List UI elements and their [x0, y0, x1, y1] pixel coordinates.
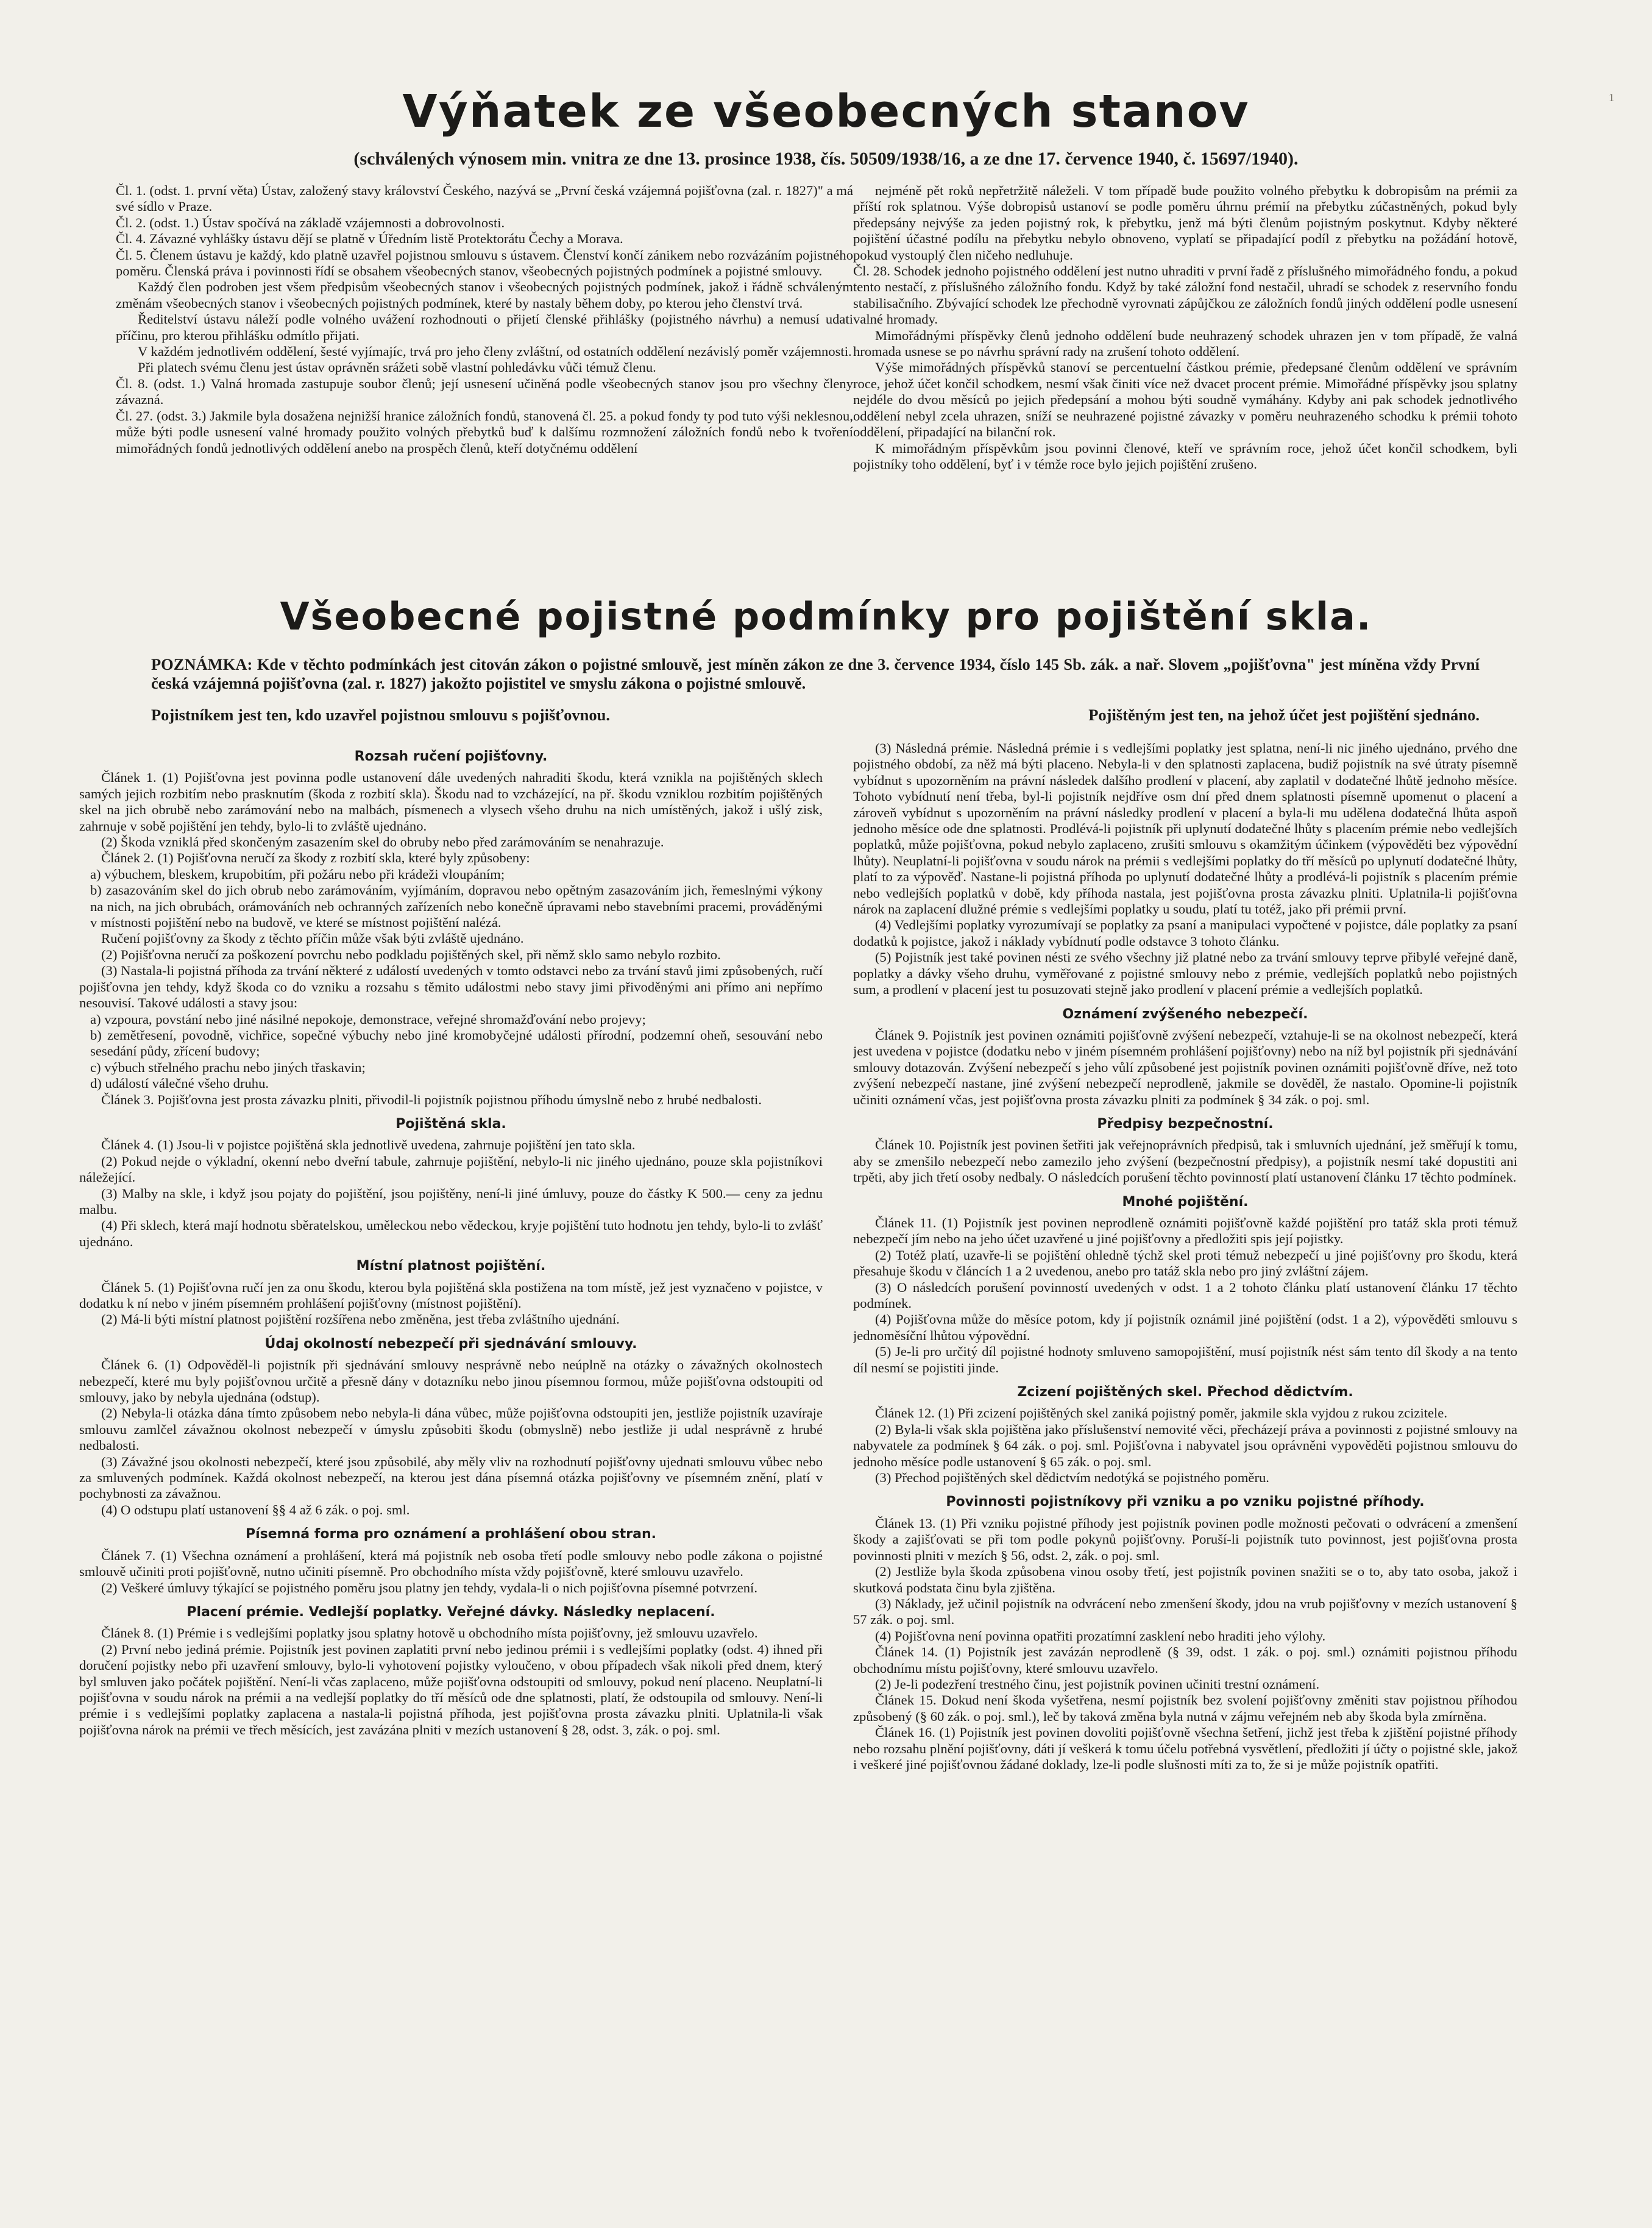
article-paragraph: Článek 6. (1) Odpověděl-li pojistník při sjednávání smlouvy nesprávně nebo neúplně na otázky o závažných okolnostech nebezpečí, které mu byly pojišťovnou určitě a přesně dány v dotazníku nebo jinou písemnou formou, může pojišťovna odstoupiti od smlouvy, jako by nebyla ujednána (odstup). [79, 1357, 823, 1405]
stanovy-left-column [116, 183, 853, 555]
article-paragraph: (3) Přechod pojištěných skel dědictvím nedotýká se pojistného poměru. [875, 1470, 1269, 1486]
section-heading: Místní platnost pojištění. [356, 1258, 546, 1274]
definition-pojisteny: Pojištěným jest ten, na jehož účet jest pojištění sjednáno. [1088, 706, 1480, 724]
stanovy-paragraph: Čl. 5. Členem ústavu je každý, kdo platně uzavřel pojistnou smlouvu s ústavem. Členství končí zánikem nebo rozvázáním pojistného poměru. Členská práva i povinnosti řídí se obsahem všeobecných stanov, všeobecných pojistných podmínek a pojistné smlouvy. [116, 247, 853, 279]
stanovy-paragraph: Ředitelství ústavu náleží podle volného uvážení rozhodnouti o přijetí členské přihlášky (pojistného návrhu) a nemusí udati příčinu, pro kterou přihlášku odmítlo přijati. [116, 311, 853, 343]
article-paragraph: (2) Jestliže byla škoda způsobena vinou osoby třetí, jest pojistník povinen snažiti se o to, aby tato osoba, jakož i skutková podstata činu byla zjištěna. [853, 1564, 1517, 1595]
article-paragraph: (3) Náklady, jež učinil pojistník na odvrácení nebo zmenšení škody, jdou na vrub pojišťovny v mezích ustanovení § 57 zák. o poj. sml. [853, 1595, 1517, 1628]
article-paragraph: (4) Pojišťovna může do měsíce potom, kdy jí pojistník oznámil jiné pojištění (odst. 1 a 2), výpověděti smlouvu s jednoměsíční lhůtou výpovědní. [853, 1311, 1517, 1343]
section-heading: Povinnosti pojistníkovy při vzniku a po vzniku pojistné příhody. [946, 1494, 1425, 1510]
article-paragraph: Článek 5. (1) Pojišťovna ručí jen za onu škodu, kterou byla pojištěná skla postižena na tom místě, jež jest vyznačeno v pojistce, v dodatku k ní nebo v jiném písemném prohlášení pojišťovny (místnost pojištění). [79, 1279, 823, 1311]
article-paragraph: (3) Závažné jsou okolnosti nebezpečí, které jsou způsobilé, aby měly vliv na rozhodnutí pojišťovny ujednati smlouvu vůbec nebo za smluvených podmínek. Každá okolnost nebezpečí, na kterou jest dána písemná otázka pojišťovny ve písemném znění, platí v pochybnosti za závažnou. [79, 1453, 823, 1502]
article-paragraph: (3) Následná prémie. Následná prémie i s vedlejšími poplatky jest splatna, není-li nic jiného ujednáno, prvého dne pojistného období, za něž má býti placeno. Nebyla-li v den splatnosti zaplacena, budiž pojistník na své útraty písemně vybídnut s upozorněním na právní následek dalšího prodlení v placení, aby zaplatil v dodatečné lhůtě jednoho měsíce. Tohoto vybídnutí není třeba, byl-li pojistník nejdříve osm dní před dnem splatnosti písemně upomenut o placení a zároveň vybídnut s upozorněním na právní následky prodlení v placení a byla-li mu udělena dodatečná lhůta aspoň jednoho měsíce ode dne splatnosti. Prodlévá-li pojistník při uplynutí dodatečné lhůty s placením prémie nebo vedlejších poplatků, může pojišťovna, pokud nebylo zaplaceno, zrušiti smlouvu s okamžitým účinkem (výpověděti bez výpovědní lhůty). Neuplatní-li pojišťovna v soudu nárok na prémii s vedlejšími poplatky do tří měsíců po uplynutí dodatečné lhůty, platí to za výpověď. Nastane-li pojistná příhoda po uplynutí dodatečné lhůty a prodlévá-li pojistník s placením prémie nebo vedlejších poplatků v době, kdy příhoda nastala, jest pojišťovna prosta závazku plniti. Uplatnila-li pojišťovna nárok na zaplacení dlužné prémie s vedlejšími poplatky u soudu, platí tu totéž, jako při prémii první. [853, 740, 1517, 917]
section-heading: Placení prémie. Vedlejší poplatky. Veřejné dávky. Následky neplacení. [186, 1604, 715, 1620]
article-paragraph: Článek 8. (1) Prémie i s vedlejšími poplatky jsou splatny hotově u obchodního místa pojišťovny, jež smlouvu uzavřelo. [101, 1625, 758, 1641]
definitions-row [151, 706, 1480, 726]
list-item: b) zasazováním skel do jich obrub nebo zarámováním, vyjímáním, dopravou nebo opětným zasazováním jich, řemeslnými výkony na nich, na jich obrubách, orámováních neb ochranných zařízeních nebo konečně úpravami nebo stavebními pracemi, prováděnými v místnosti pojištění nebo na budově, ve které se místnost pojištění nalézá. [90, 882, 823, 931]
conditions-left-column [79, 740, 823, 2200]
article-paragraph: (4) Při sklech, která mají hodnotu sběratelskou, uměleckou nebo vědeckou, kryje pojištění tuto hodnotu jen tehdy, bylo-li to zvlášť ujednáno. [79, 1218, 823, 1249]
article-paragraph: Článek 9. Pojistník jest povinen oznámiti pojišťovně zvýšení nebezpečí, vztahuje-li se na okolnost nebezpečí, která jest uvedena v pojistce (dodatku nebo v jiném písemném prohlášení pojišťovny) nebo na níž byl pojistník při sjednávání smlouvy dotazován. Zvýšení nebezpečí s jeho vůlí způsobené jest pojistník povinen oznámiti pojišťovně dříve, než toto zvýšení nebezpečí nastane, jiné zvýšení nebezpečí neprodleně, jakmile se dověděl, že nastalo. Opomine-li pojistník učiniti oznámení včas, jest pojišťovna prosta závazku plniti za podmínek § 34 zák. o poj. sml. [853, 1027, 1517, 1107]
article-paragraph: Článek 3. Pojišťovna jest prosta závazku plniti, přivodil-li pojistník pojistnou příhodu úmyslně nebo z hrubé nedbalosti. [101, 1091, 762, 1107]
article-paragraph: Článek 1. (1) Pojišťovna jest povinna podle ustanovení dále uvedených nahraditi škodu, která vznikla na pojištěných sklech samých jejich rozbitím nebo prasknutím (škoda z rozbití skla). Škodu nad to vzcházející, na př. škodu vzniklou rozbitím pojištěných skel na jich obrubě nebo zarámování nebo na malbách, písmenech a vlysech všeho druhu na nich umístěných, jakož i ušlý zisk, zahrnuje v sobě pojištění jen tehdy, bylo-li to zvláště ujednáno. [79, 770, 823, 834]
section-heading: Rozsah ručení pojišťovny. [354, 749, 548, 764]
stanovy-paragraph: Čl. 1. (odst. 1. první věta) Ústav, založený stavy království Českého, nazývá se „První česká vzájemná pojišťovna (zal. r. 1827)" a má své sídlo v Praze. [116, 183, 853, 215]
article-paragraph: (5) Pojistník jest také povinen nésti ze svého všechny již platné nebo za trvání smlouvy teprve přibylé veřejné daně, poplatky a dávky všeho druhu, vyměřované z pojistné smlouvy nebo z prémie, vedlejších poplatků nebo pojistných sum, a prodlení v placení jest tu posuzovati stejně jako prodlení v placení prémie a vedlejších poplatků. [853, 949, 1517, 998]
list-item: d) událostí válečné všeho druhu. [90, 1076, 269, 1091]
section-heading: Oznámení zvýšeného nebezpečí. [1062, 1006, 1308, 1022]
stanovy-paragraph: Čl. 8. (odst. 1.) Valná hromada zastupuje soubor členů; její usnesení učiněná podle všeobecných stanov jsou pro všechny členy závazná. [116, 375, 853, 408]
conditions-note: POZNÁMKA: Kde v těchto podmínkách jest citován zákon o pojistné smlouvě, jest míněn zákon ze dne 3. července 1934, číslo 145 Sb. zák. a nař. Slovem „pojišťovna" jest míněna vždy První česká vzájemná pojišťovna (zal. r. 1827) jakožto pojistitel ve smyslu zákona o pojistné smlouvě. [151, 655, 1480, 692]
article-paragraph: Článek 16. (1) Pojistník jest povinen dovoliti pojišťovně všechna šetření, jichž jest třeba k zjištění pojistné příhody nebo rozsahu plnění pojišťovny, dáti jí veškerá k tomu účelu potřebná vysvětlení, předložiti jí účty o pojistné skle, jakož i veškeré jiné pojišťovnou žádané doklady, lze-li podle slušnosti míti za to, že si je může pojistník opatřiti. [853, 1725, 1517, 1772]
conditions-title: Všeobecné pojistné podmínky pro pojištění skla. [280, 594, 1372, 639]
stanovy-paragraph: V každém jednotlivém oddělení, šesté vyjímajíc, trvá pro jeho členy zvláštní, od ostatních oddělení nezávislý poměr vzájemnosti. [138, 344, 852, 360]
list-item: b) zemětřesení, povodně, vichřice, sopečné výbuchy nebo jiné kromobyčejné události přírodní, podzemní oheň, sesouvání nebo sesedání půdy, zřícení budovy; [90, 1027, 823, 1059]
section-heading: Pojištěná skla. [395, 1116, 506, 1132]
article-paragraph: Článek 7. (1) Všechna oznámení a prohlášení, která má pojistník neb osoba třetí podle smlouvy nebo podle zákona o pojistné smlouvě učiniti proti pojišťovně, nutno učiniti písemně. Pro obchodního místa vždy pojišťovně, které smlouvu uzavřelo. [79, 1547, 823, 1580]
stanovy-paragraph: Mimořádnými příspěvky členů jednoho oddělení bude neuhrazený schodek uhrazen jen v tom případě, že valná hromada usnese se po návrhu správní rady na zrušení tohoto oddělení. [853, 327, 1517, 360]
article-paragraph: Článek 13. (1) Při vzniku pojistné příhody jest pojistník povinen podle možnosti pečovati o odvrácení a zmenšení škody a zajišťovati se při tom podle pokynů pojišťovny. Poruší-li pojistník tuto povinnost, jest pojišťovna prosta povinnosti plniti v mezích § 56, odst. 2, zák. o poj. sml. [853, 1515, 1517, 1563]
section-heading: Zcizení pojištěných skel. Přechod dědictvím. [1017, 1385, 1353, 1400]
stanovy-paragraph: Výše mimořádných příspěvků stanoví se percentuelní částkou prémie, předepsané členům oddělení ve správním roce, jehož účet končil schodkem, nesmí však činiti více než dvacet procent prémie. Mimořádné příspěvky jsou splatny nejdéle do dvou měsíců po jejich předepsání a mohou býti soudně vymáhány. Kdyby ani pak schodek jednotlivého oddělení nebyl zcela uhrazen, sníží se neuhrazené pojistné závazky v poměru neuhrazeného schodku k prémii tohoto oddělení, připadající na bilanční rok. [853, 360, 1517, 440]
stanovy-right-column [853, 183, 1517, 555]
article-paragraph: Článek 11. (1) Pojistník jest povinen neprodleně oznámiti pojišťovně každé pojištění pro tatáž skla proti témuž nebezpečí jím nebo na jeho účet uzavřené u jiné pojišťovny a předložiti spis její pojistky. [853, 1215, 1517, 1247]
stanovy-paragraph: Při platech svému členu jest ústav oprávněn srážeti sobě vlastní pohledávku vůči témuž členu. [138, 360, 656, 375]
article-paragraph: (2) Pokud nejde o výkladní, okenní nebo dveřní tabule, zahrnuje pojištění, nebylo-li nic jiného ujednáno, pouze skla pojistníkovi náležející. [79, 1153, 823, 1185]
article-paragraph: (4) Vedlejšími poplatky vyrozumívají se poplatky za psaní a manipulaci vypočtené v pojistce, dále poplatky za psaní dodatků k pojistce, jakož i náklady vybídnutí podle odstavce 3 tohoto článku. [853, 917, 1517, 949]
article-paragraph: Článek 14. (1) Pojistník jest zavázán neprodleně (§ 39, odst. 1 zák. o poj. sml.) oznámiti pojistnou příhodu obchodnímu místu pojišťovny, které smlouvu uzavřelo. [853, 1644, 1517, 1676]
section-heading: Písemná forma pro oznámení a prohlášení obou stran. [245, 1527, 656, 1542]
stanovy-paragraph: nejméně pět roků nepřetržitě náleželi. V tom případě bude použito volného přebytku k dobropisům na prémii za příští rok splatnou. Výše dobropisů ustanoví se podle poměru úhrnu prémií na přebytku zúčastněných, pokud byly předepsány nejvýše za jeden pojistný rok, k přebytku, jenž má býti členům pojistným poskytnut. Kdyby některé pojištění účastné podílu na přebytku nebylo obnoveno, vyplatí se připadající podíl z přebytku na požádání hotově, pokud vystouplý člen ničeho nedluhuje. [853, 183, 1517, 263]
article-paragraph: (3) O následcích porušení povinností uvedených v odst. 1 a 2 tohoto článku platí ustanovení článku 17 těchto podmínek. [853, 1279, 1517, 1311]
article-paragraph: (2) První nebo jediná prémie. Pojistník jest povinen zaplatiti první nebo jedinou prémii i s vedlejšími poplatky (odst. 4) ihned při doručení pojistky nebo při uzavření smlouvy, bylo-li vyhotovení pojistky vyloučeno, v obou případech však nikoli před dnem, který byl smluven jako počátek pojištění. Není-li včas zaplaceno, může pojišťovna odstoupiti od smlouvy, pokud není placeno. Neuplatní-li pojišťovna v soudu nárok na prémii a na vedlejší poplatky do tří měsíců ode dne splatnosti, platí, že odstoupila od smlouvy. Není-li prémie i s vedlejšími poplatky zaplacena a nastala-li pojistná příhoda, jest pojišťovna prosta závazku plniti. Uplatnila-li však pojišťovna nárok na prémii ve třech měsících, jest zavázána plniti v mezích ustanovení § 28, odst. 3, zák. o poj. sml. [79, 1641, 823, 1737]
article-paragraph: Článek 4. (1) Jsou-li v pojistce pojištěná skla jednotlivě uvedena, zahrnuje pojištění jen tato skla. [101, 1137, 636, 1153]
article-paragraph: (2) Nebyla-li otázka dána tímto způsobem nebo nebyla-li dána vůbec, může pojišťovna odstoupiti jen, jestliže pojistník uzavíraje smlouvu zamlčel závažnou okolnost nebezpečí v úmyslu způsobiti škodu (obmyslně) nebo jestliže ji udal nesprávně z hrubé nedbalosti. [79, 1405, 823, 1453]
section-heading: Údaj okolností nebezpečí při sjednávání smlouvy. [264, 1336, 637, 1352]
article-paragraph: (3) Nastala-li pojistná příhoda za trvání některé z událostí uvedených v tomto odstavci nebo za trvání stavů jimi způsobených, ručí pojišťovna jen tehdy, když škoda co do vzniku a rozsahu s těmito událostmi nebo stavy jimi přivoděnými ani přímo ani nepřímo nesouvisí. Takové události a stavy jsou: [79, 963, 823, 1011]
main-title: Výňatek ze všeobecných stanov [402, 85, 1250, 138]
stanovy-paragraph: Čl. 4. Závazné vyhlášky ústavu dějí se platně v Úředním listě Protektorátu Čechy a Morava. [116, 231, 623, 247]
main-subtitle: (schválených výnosem min. vnitra ze dne 13. prosince 1938, čís. 50509/1938/16, a ze dne 17. července 1940, č. 15697/1940). [353, 149, 1299, 169]
margin-mark: 1 [1609, 91, 1614, 104]
article-paragraph: (5) Je-li pro určitý díl pojistné hodnoty smluveno samopojištění, musí pojistník nést sám tento díl škody a na tento díl nesmí se pojistiti jinde. [853, 1344, 1517, 1375]
section-heading: Mnohé pojištění. [1122, 1194, 1249, 1210]
article-paragraph: (3) Malby na skle, i když jsou pojaty do pojištění, jsou pojištěny, není-li jiné úmluvy, pouze do částky K 500.— ceny za jednu malbu. [79, 1185, 823, 1217]
article-paragraph: (2) Totéž platí, uzavře-li se pojištění ohledně týchž skel proti témuž nebezpečí u jiné pojišťovny pro škodu, která přesahuje škodu v článcích 1 a 2 uvedenou, anebo pro tatáž skla nebo pro jiný zvláštní zájem. [853, 1247, 1517, 1279]
article-paragraph: (2) Má-li býti místní platnost pojištění rozšířena nebo změněna, jest třeba zvláštního ujednání. [101, 1311, 620, 1327]
article-paragraph: Článek 10. Pojistník jest povinen šetřiti jak veřejnoprávních předpisů, tak i smluvních ujednání, jež směřují k tomu, aby se zmenšilo nebezpečí nebo zamezilo jeho zvýšení (bezpečnostní předpisy), a pojistník nesmí také dopustiti ani trpěti, aby jich třetí osoby nedbaly. O následcích porušení těchto povinností platí ustanovení článku 17 těchto podmínek. [853, 1137, 1517, 1185]
list-item: a) vzpoura, povstání nebo jiné násilné nepokoje, demonstrace, veřejné shromažďování nebo projevy; [90, 1011, 646, 1027]
article-paragraph: Článek 2. (1) Pojišťovna neručí za škody z rozbití skla, které byly způsobeny: [101, 850, 530, 866]
article-paragraph: (2) Škoda vzniklá před skončeným zasazením skel do obruby nebo před zarámováním se nenahrazuje. [101, 834, 664, 850]
section-heading: Předpisy bezpečnostní. [1097, 1116, 1274, 1132]
article-paragraph: Článek 15. Dokud není škoda vyšetřena, nesmí pojistník bez svolení pojišťovny změniti stav pojistnou příhodou způsobený (§ 60 zák. o poj. sml.), leč by taková změna byla nutná v zájmu veřejném neb aby škoda byla zmírněna. [853, 1692, 1517, 1724]
stanovy-paragraph: Čl. 2. (odst. 1.) Ústav spočívá na základě vzájemnosti a dobrovolnosti. [116, 215, 505, 230]
stanovy-paragraph: K mimořádným příspěvkům jsou povinni členové, kteří ve správním roce, jehož účet končil schodkem, byli pojistníky toho oddělení, byť i v témže roce bylo jejich pojištění zrušeno. [853, 440, 1517, 472]
definition-pojistnik: Pojistníkem jest ten, kdo uzavřel pojistnou smlouvu s pojišťovnou. [151, 706, 610, 724]
article-paragraph: (2) Je-li podezření trestného činu, jest pojistník povinen učiniti trestní oznámení. [875, 1676, 1320, 1692]
conditions-right-column [853, 740, 1517, 2200]
list-item: c) výbuch střelného prachu nebo jiných třaskavin; [90, 1059, 366, 1075]
article-paragraph: (2) Pojišťovna neručí za poškození povrchu nebo podkladu pojištěných skel, při němž sklo samo nebylo rozbito. [101, 946, 721, 962]
list-item: a) výbuchem, bleskem, krupobitím, při požáru nebo při krádeži vloupáním; [90, 866, 505, 882]
stanovy-paragraph: Čl. 27. (odst. 3.) Jakmile byla dosažena nejnižší hranice záložních fondů, stanovená čl. 25. a pokud fondy ty pod tuto výši neklesnou, může býti podle usnesení valné hromady použito volných přebytků buď k dalšímu rozmnožení záložních fondů nebo k tvoření mimořádných fondů jednotlivých oddělení anebo na prospěch členů, kteří dotyčnému oddělení [116, 408, 853, 456]
article-paragraph: Ručení pojišťovny za škody z těchto příčin může však býti zvláště ujednáno. [101, 931, 524, 946]
stanovy-paragraph: Čl. 28. Schodek jednoho pojistného oddělení jest nutno uhraditi v první řadě z příslušného mimořádného fondu, a pokud tento nestačí, z příslušného záložního fondu. Když by také záložní fond nestačil, uhradí se schodek z reservního fondu stabilisačního. Zbývající schodek lze přechodně vyrovnati zápůjčkou ze záložních fondů jiných oddělení podle usnesení valné hromady. [853, 263, 1517, 327]
article-paragraph: Článek 12. (1) Při zcizení pojištěných skel zaniká pojistný poměr, jakmile skla vyjdou z rukou zcizitele. [875, 1405, 1447, 1421]
article-paragraph: (4) Pojišťovna není povinna opatřiti prozatímní zasklení nebo hraditi jeho výlohy. [875, 1628, 1326, 1644]
article-paragraph: (2) Veškeré úmluvy týkající se pojistného poměru jsou platny jen tehdy, vydala-li o nich pojišťovna písemné potvrzení. [101, 1580, 757, 1595]
article-paragraph: (4) O odstupu platí ustanovení §§ 4 až 6 zák. o poj. sml. [101, 1502, 410, 1517]
stanovy-paragraph: Každý člen podroben jest všem předpisům všeobecných stanov i všeobecných pojistných podmínek, jakož i řádně schváleným změnám všeobecných stanov i všeobecných pojistných podmínek, které by nastaly během doby, po kterou jeho členství trvá. [116, 279, 853, 311]
article-paragraph: (2) Byla-li však skla pojištěna jako příslušenství nemovité věci, přecházejí práva a povinnosti z pojistné smlouvy na nabyvatele za podmínek § 64 zák. o poj. sml. Pojišťovna i nabyvatel jsou oprávněni vypověděti pojistnou smlouvu do jednoho měsíce podle ustanovení § 65 zák. o poj. sml. [853, 1421, 1517, 1469]
